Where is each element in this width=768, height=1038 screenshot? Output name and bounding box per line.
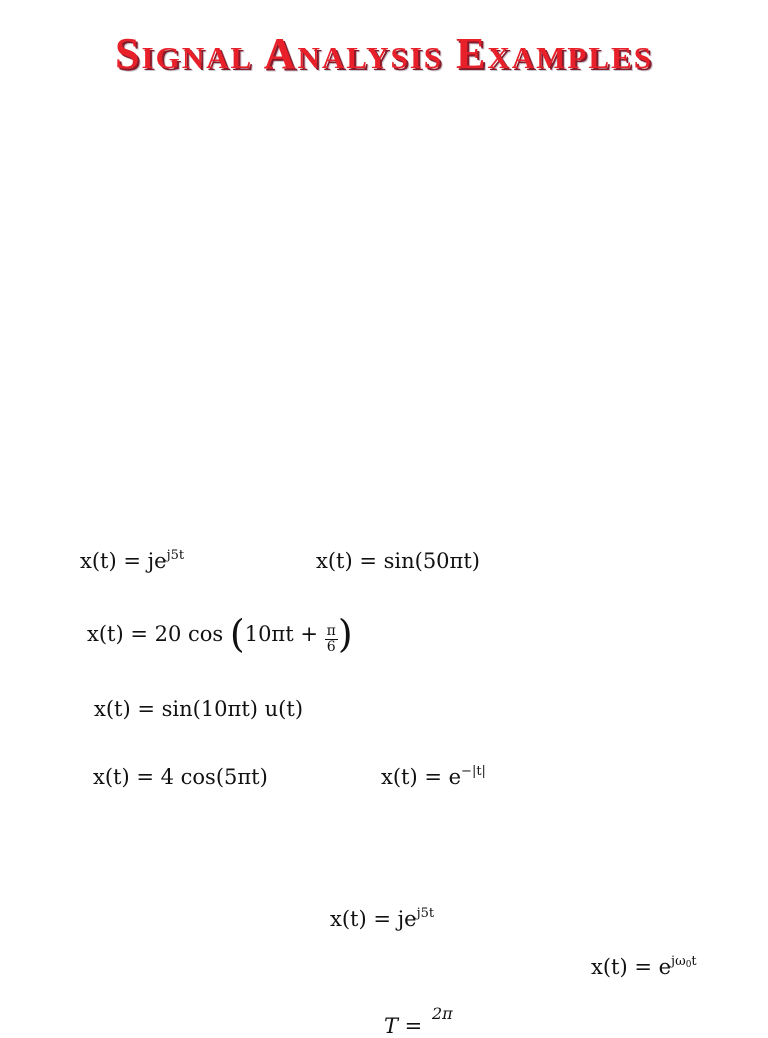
equation-sine-50pi: x(t) = sin(50πt) [316, 549, 480, 573]
open-paren: ( [229, 612, 245, 656]
equation-exponent: j5t [166, 548, 185, 563]
equation-cosine-5pi: x(t) = 4 cos(5πt) [93, 765, 268, 789]
period-fraction-numerator: 2π [432, 1004, 453, 1023]
page-title: Signal Analysis Examples [115, 29, 653, 78]
period-formula-lhs: T = [384, 1014, 423, 1038]
fraction-denominator: 6 [326, 639, 336, 655]
exponent-tail: t [691, 954, 697, 969]
equation-complex-exponential [80, 549, 184, 573]
exponent-omega: jω [671, 954, 686, 969]
equation-sine-step: x(t) = sin(10πt) u(t) [94, 697, 304, 721]
close-paren: ) [337, 612, 353, 656]
equation-argument: 10πt + [244, 622, 325, 646]
equation-lhs: x(t) = e [591, 955, 672, 979]
fraction [325, 624, 338, 655]
equation-exponent: −|t| [461, 764, 486, 779]
exponent-subscript: 0 [685, 960, 692, 970]
equation-general-complex-exponential [591, 955, 697, 979]
equation-exponent [671, 954, 697, 969]
equation-lhs: x(t) = je [80, 549, 167, 573]
equation-lhs: x(t) = 20 cos [87, 622, 230, 646]
equation-cosine-phase [87, 612, 353, 656]
equation-exponent: j5t [416, 906, 435, 921]
equation-complex-exponential-italic [330, 907, 434, 931]
equation-lhs: x(t) = je [330, 907, 417, 931]
equation-lhs: x(t) = e [381, 765, 462, 789]
equation-two-sided-exponential [381, 765, 486, 789]
fraction-numerator: π [326, 623, 336, 639]
